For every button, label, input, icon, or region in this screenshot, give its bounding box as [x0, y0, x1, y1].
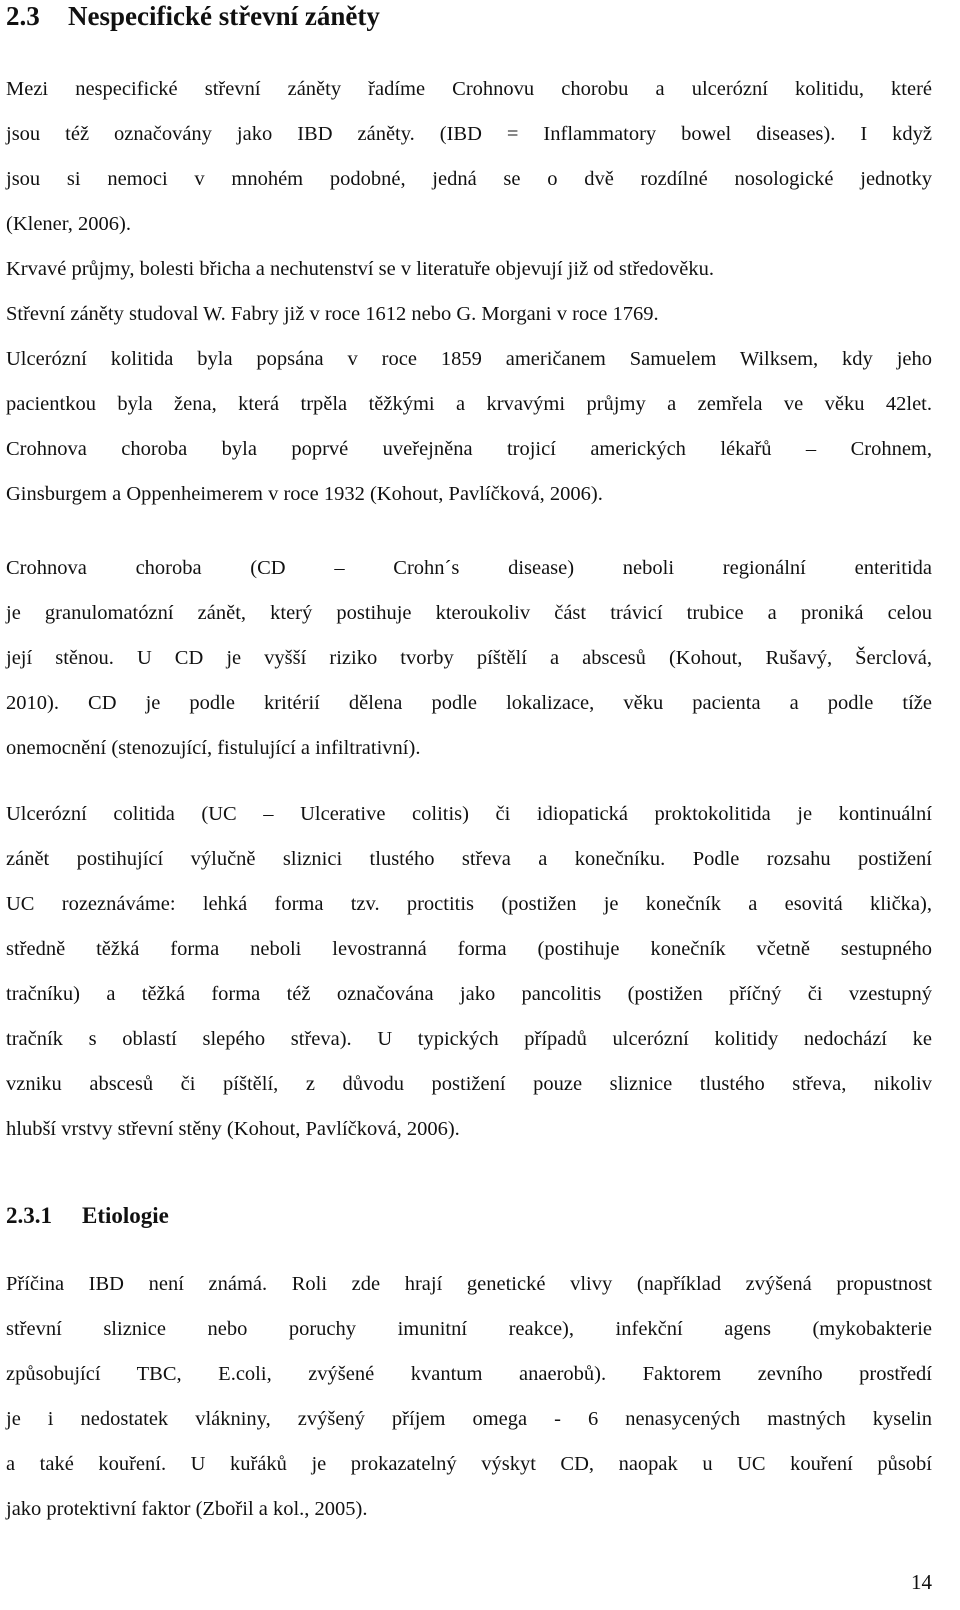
text-line: vzniku abscesů či píštělí, z důvodu postižení pouze sliznice tlustého střeva, nikoliv: [6, 1073, 932, 1095]
text-line: Střevní záněty studoval W. Fabry již v roce 1612 nebo G. Morgani v roce 1769.: [6, 303, 659, 325]
page-number: 14: [911, 1570, 932, 1594]
text-line: Crohnova choroba byla poprvé uveřejněna trojicí amerických lékařů – Crohnem,: [6, 438, 932, 460]
paragraph-ulcerative-colitis: [6, 792, 932, 1152]
text-line: je i nedostatek vlákniny, zvýšený příjem omega - 6 nenasycených mastných kyselin: [6, 1408, 932, 1430]
text-line: tračník s oblastí slepého střeva). U typických případů ulcerózní kolitidy nedochází ke: [6, 1028, 932, 1050]
text-line: Ulcerózní colitida (UC – Ulcerative colitis) či idiopatická proktokolitida je kontinuální: [6, 803, 932, 825]
text-line: onemocnění (stenozující, fistulující a infiltrativní).: [6, 737, 421, 759]
text-line: Ulcerózní kolitida byla popsána v roce 1859 američanem Samuelem Wilksem, kdy jeho: [6, 348, 932, 370]
text-line: jako protektivní faktor (Zbořil a kol., 2005).: [6, 1498, 368, 1520]
text-line: pacientkou byla žena, která trpěla těžkými a krvavými průjmy a zemřela ve věku 42let.: [6, 393, 932, 415]
text-line: tračníku) a těžká forma též označována jako pancolitis (postižen příčný či vzestupný: [6, 983, 932, 1005]
text-line: způsobující TBC, E.coli, zvýšené kvantum anaerobů). Faktorem zevního prostředí: [6, 1363, 932, 1385]
text-line: Krvavé průjmy, bolesti břicha a nechutenství se v literatuře objevují již od středověku.: [6, 258, 714, 280]
section-title: Nespecifické střevní záněty: [68, 1, 380, 31]
paragraph-intro: [6, 67, 932, 517]
text-line: a také kouření. U kuřáků je prokazatelný výskyt CD, naopak u UC kouření působí: [6, 1453, 932, 1475]
text-line: Příčina IBD není známá. Roli zde hrají genetické vlivy (například zvýšená propustnost: [6, 1273, 932, 1295]
text-line: UC rozeznáváme: lehká forma tzv. proctitis (postižen je konečník a esovitá klička),: [6, 893, 932, 915]
section-heading: [6, 0, 380, 32]
subsection-heading: [6, 1200, 169, 1232]
text-line: hlubší vrstvy střevní stěny (Kohout, Pavlíčková, 2006).: [6, 1118, 460, 1140]
text-line: Crohnova choroba (CD – Crohn´s disease) neboli regionální enteritida: [6, 557, 932, 579]
subsection-title: Etiologie: [82, 1203, 169, 1228]
text-line: zánět postihující výlučně sliznici tlustého střeva a konečníku. Podle rozsahu postižení: [6, 848, 932, 870]
text-line: Ginsburgem a Oppenheimerem v roce 1932 (Kohout, Pavlíčková, 2006).: [6, 483, 603, 505]
text-line: středně těžká forma neboli levostranná forma (postihuje konečník včetně sestupného: [6, 938, 932, 960]
paragraph-etiology: [6, 1262, 932, 1532]
text-line: 2010). CD je podle kritérií dělena podle lokalizace, věku pacienta a podle tíže: [6, 692, 932, 714]
text-line: je granulomatózní zánět, který postihuje kteroukoliv část trávicí trubice a proniká celou: [6, 602, 932, 624]
paragraph-crohn: [6, 546, 932, 771]
section-number: 2.3: [6, 1, 40, 31]
text-line: jsou si nemoci v mnohém podobné, jedná se o dvě rozdílné nosologické jednotky: [6, 168, 932, 190]
subsection-number: 2.3.1: [6, 1203, 52, 1228]
text-line: (Klener, 2006).: [6, 213, 131, 235]
text-line: Mezi nespecifické střevní záněty řadíme Crohnovu chorobu a ulcerózní kolitidu, které: [6, 78, 932, 100]
text-line: jsou též označovány jako IBD záněty. (IBD = Inflammatory bowel diseases). I když: [6, 123, 932, 145]
text-line: její stěnou. U CD je vyšší riziko tvorby píštělí a abscesů (Kohout, Rušavý, Šerclová,: [6, 647, 932, 669]
text-line: střevní sliznice nebo poruchy imunitní reakce), infekční agens (mykobakterie: [6, 1318, 932, 1340]
